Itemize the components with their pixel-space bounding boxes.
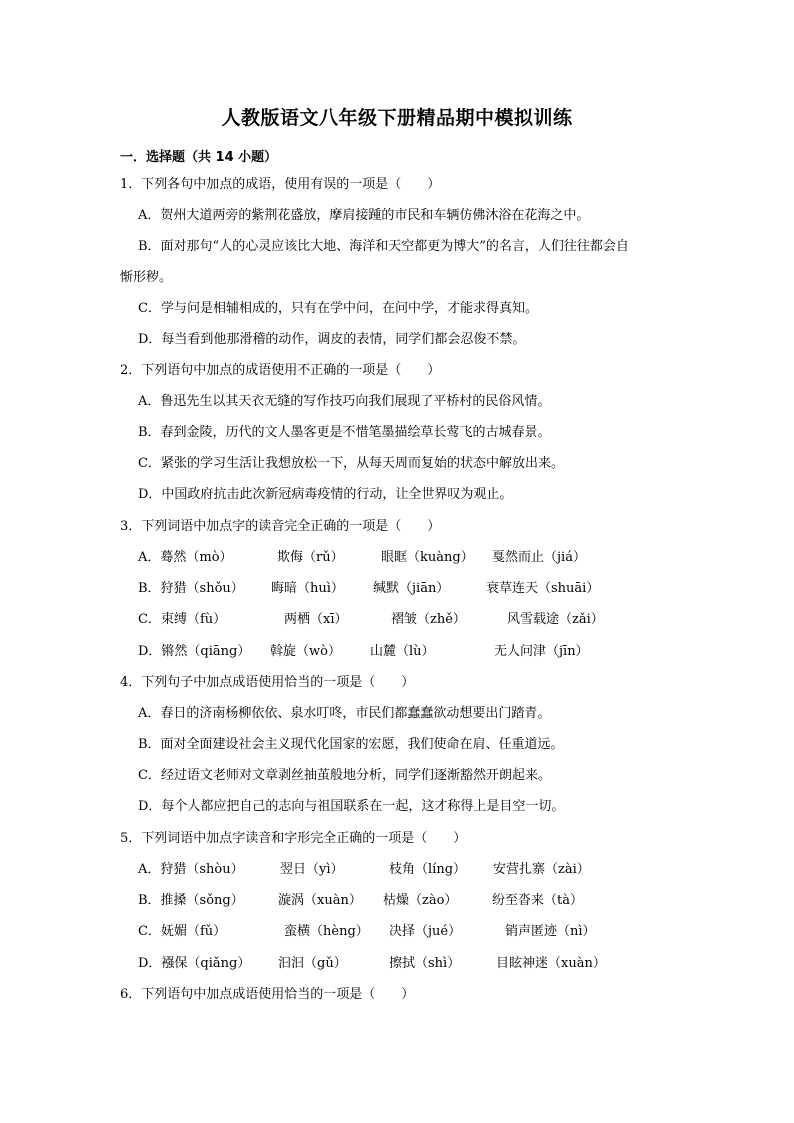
option-word: C．妩媚（fǔ） — [138, 924, 227, 939]
question-3-option-d — [138, 643, 758, 661]
option-word: 欺侮（rǔ） — [277, 550, 344, 565]
question-1-option-b: B．面对那句“人的心灵应该比大地、海洋和天空都更为博大”的名言，人们往往都会自 — [138, 239, 629, 254]
question-1-option-a: A．贺州大道两旁的紫荆花盛放，摩肩接踵的市民和车辆仿佛沐浴在花海之中。 — [138, 208, 590, 223]
option-word: 汩汩（gǔ） — [278, 956, 347, 971]
option-word: 翌日（yì） — [280, 862, 344, 877]
question-3-option-b — [138, 580, 758, 598]
question-1-option-c: C．学与问是相辅相成的，只有在学中问，在问中学，才能求得真知。 — [138, 301, 538, 316]
question-1-option-d: D．每当看到他那滑稽的动作，调皮的表情，同学们都会忍俊不禁。 — [138, 332, 526, 347]
option-word: C．束缚（fù） — [138, 612, 227, 627]
option-word: 戛然而止（jiá） — [492, 550, 586, 565]
question-4-stem: 4．下列句子中加点成语使用恰当的一项是（ ） — [120, 675, 415, 690]
option-word: 缄默（jiān） — [373, 581, 450, 596]
question-2-stem: 2．下列语句中加点的成语使用不正确的一项是（ ） — [120, 363, 441, 378]
option-word: 擦拭（shì） — [389, 956, 461, 971]
question-4-option-b: B．面对全面建设社会主义现代化国家的宏愿，我们使命在肩、任重道远。 — [138, 737, 564, 752]
question-4-option-a: A．春日的济南杨柳依依、泉水叮咚，市民们都蠢蠢欲动想要出门踏青。 — [138, 706, 551, 721]
question-1-stem: 1．下列各句中加点的成语，使用有误的一项是（ ） — [120, 177, 441, 192]
option-word: 衰草连天（shuāi） — [486, 581, 600, 596]
question-3-option-c — [138, 611, 758, 629]
option-word: 山麓（lù） — [370, 644, 435, 659]
section-heading: 一．选择题（共 14 小题） — [120, 150, 278, 165]
option-word: B．推搡（sǒng） — [138, 893, 244, 908]
option-word: B．狩猎（shǒu） — [138, 581, 244, 596]
question-3-option-a — [138, 549, 758, 567]
option-word: 褶皱（zhě） — [391, 612, 466, 627]
option-word: 风雪载途（zǎi） — [507, 612, 604, 627]
option-word: 枯燥（zào） — [383, 893, 458, 908]
question-5-option-c — [138, 923, 758, 941]
question-2-option-d: D．中国政府抗击此次新冠病毒疫情的行动，让全世界叹为观止。 — [138, 487, 513, 502]
option-word: 晦暗（huì） — [271, 581, 344, 596]
option-word: D．锵然（qiāng） — [138, 644, 251, 659]
question-5-option-b — [138, 892, 758, 910]
option-word: A．蓦然（mò） — [138, 550, 233, 565]
option-word: 枝角（líng） — [389, 862, 467, 877]
page-title: 人教版语文八年级下册精品期中模拟训练 — [221, 107, 573, 129]
option-word: 目眩神迷（xuàn） — [496, 956, 606, 971]
option-word: 漩涡（xuàn） — [278, 893, 362, 908]
question-2-option-a: A．鲁迅先生以其天衣无缝的写作技巧向我们展现了平桥村的民俗风情。 — [138, 394, 551, 409]
question-5-option-a — [138, 861, 758, 879]
option-word: 安营扎寨（zài） — [493, 862, 590, 877]
option-word: 无人问津（jīn） — [494, 644, 589, 659]
question-4-option-d: D．每个人都应把自己的志向与祖国联系在一起，这才称得上是目空一切。 — [138, 799, 565, 814]
question-5-stem: 5．下列词语中加点字读音和字形完全正确的一项是（ ） — [120, 831, 467, 846]
option-word: A．狩猎（shòu） — [138, 862, 244, 877]
question-3-stem: 3．下列词语中加点字的读音完全正确的一项是（ ） — [120, 519, 441, 534]
question-5-option-d — [138, 955, 758, 973]
option-word: D．襁保（qiǎng） — [138, 956, 251, 971]
option-word: 斡旋（wò） — [270, 644, 341, 659]
question-2-option-b: B．春到金陵，历代的文人墨客更是不惜笔墨描绘草长莺飞的古城春景。 — [138, 425, 551, 440]
option-word: 蛮横（hèng） — [284, 924, 369, 939]
option-word: 两栖（xī） — [284, 612, 348, 627]
question-4-option-c: C．经过语文老师对文章剥丝抽茧般地分析，同学们逐渐豁然开朗起来。 — [138, 768, 551, 783]
option-word: 眼眶（kuàng） — [381, 550, 474, 565]
option-word: 决择（jué） — [389, 924, 462, 939]
option-word: 销声匿迹（nì） — [505, 924, 596, 939]
option-word: 纷至沓来（tà） — [492, 893, 583, 908]
question-1-option-b-cont: 惭形秽。 — [120, 270, 173, 285]
question-6-stem: 6．下列语句中加点成语使用恰当的一项是（ ） — [120, 987, 415, 1002]
question-2-option-c: C．紧张的学习生活让我想放松一下，从每天周而复始的状态中解放出来。 — [138, 456, 564, 471]
